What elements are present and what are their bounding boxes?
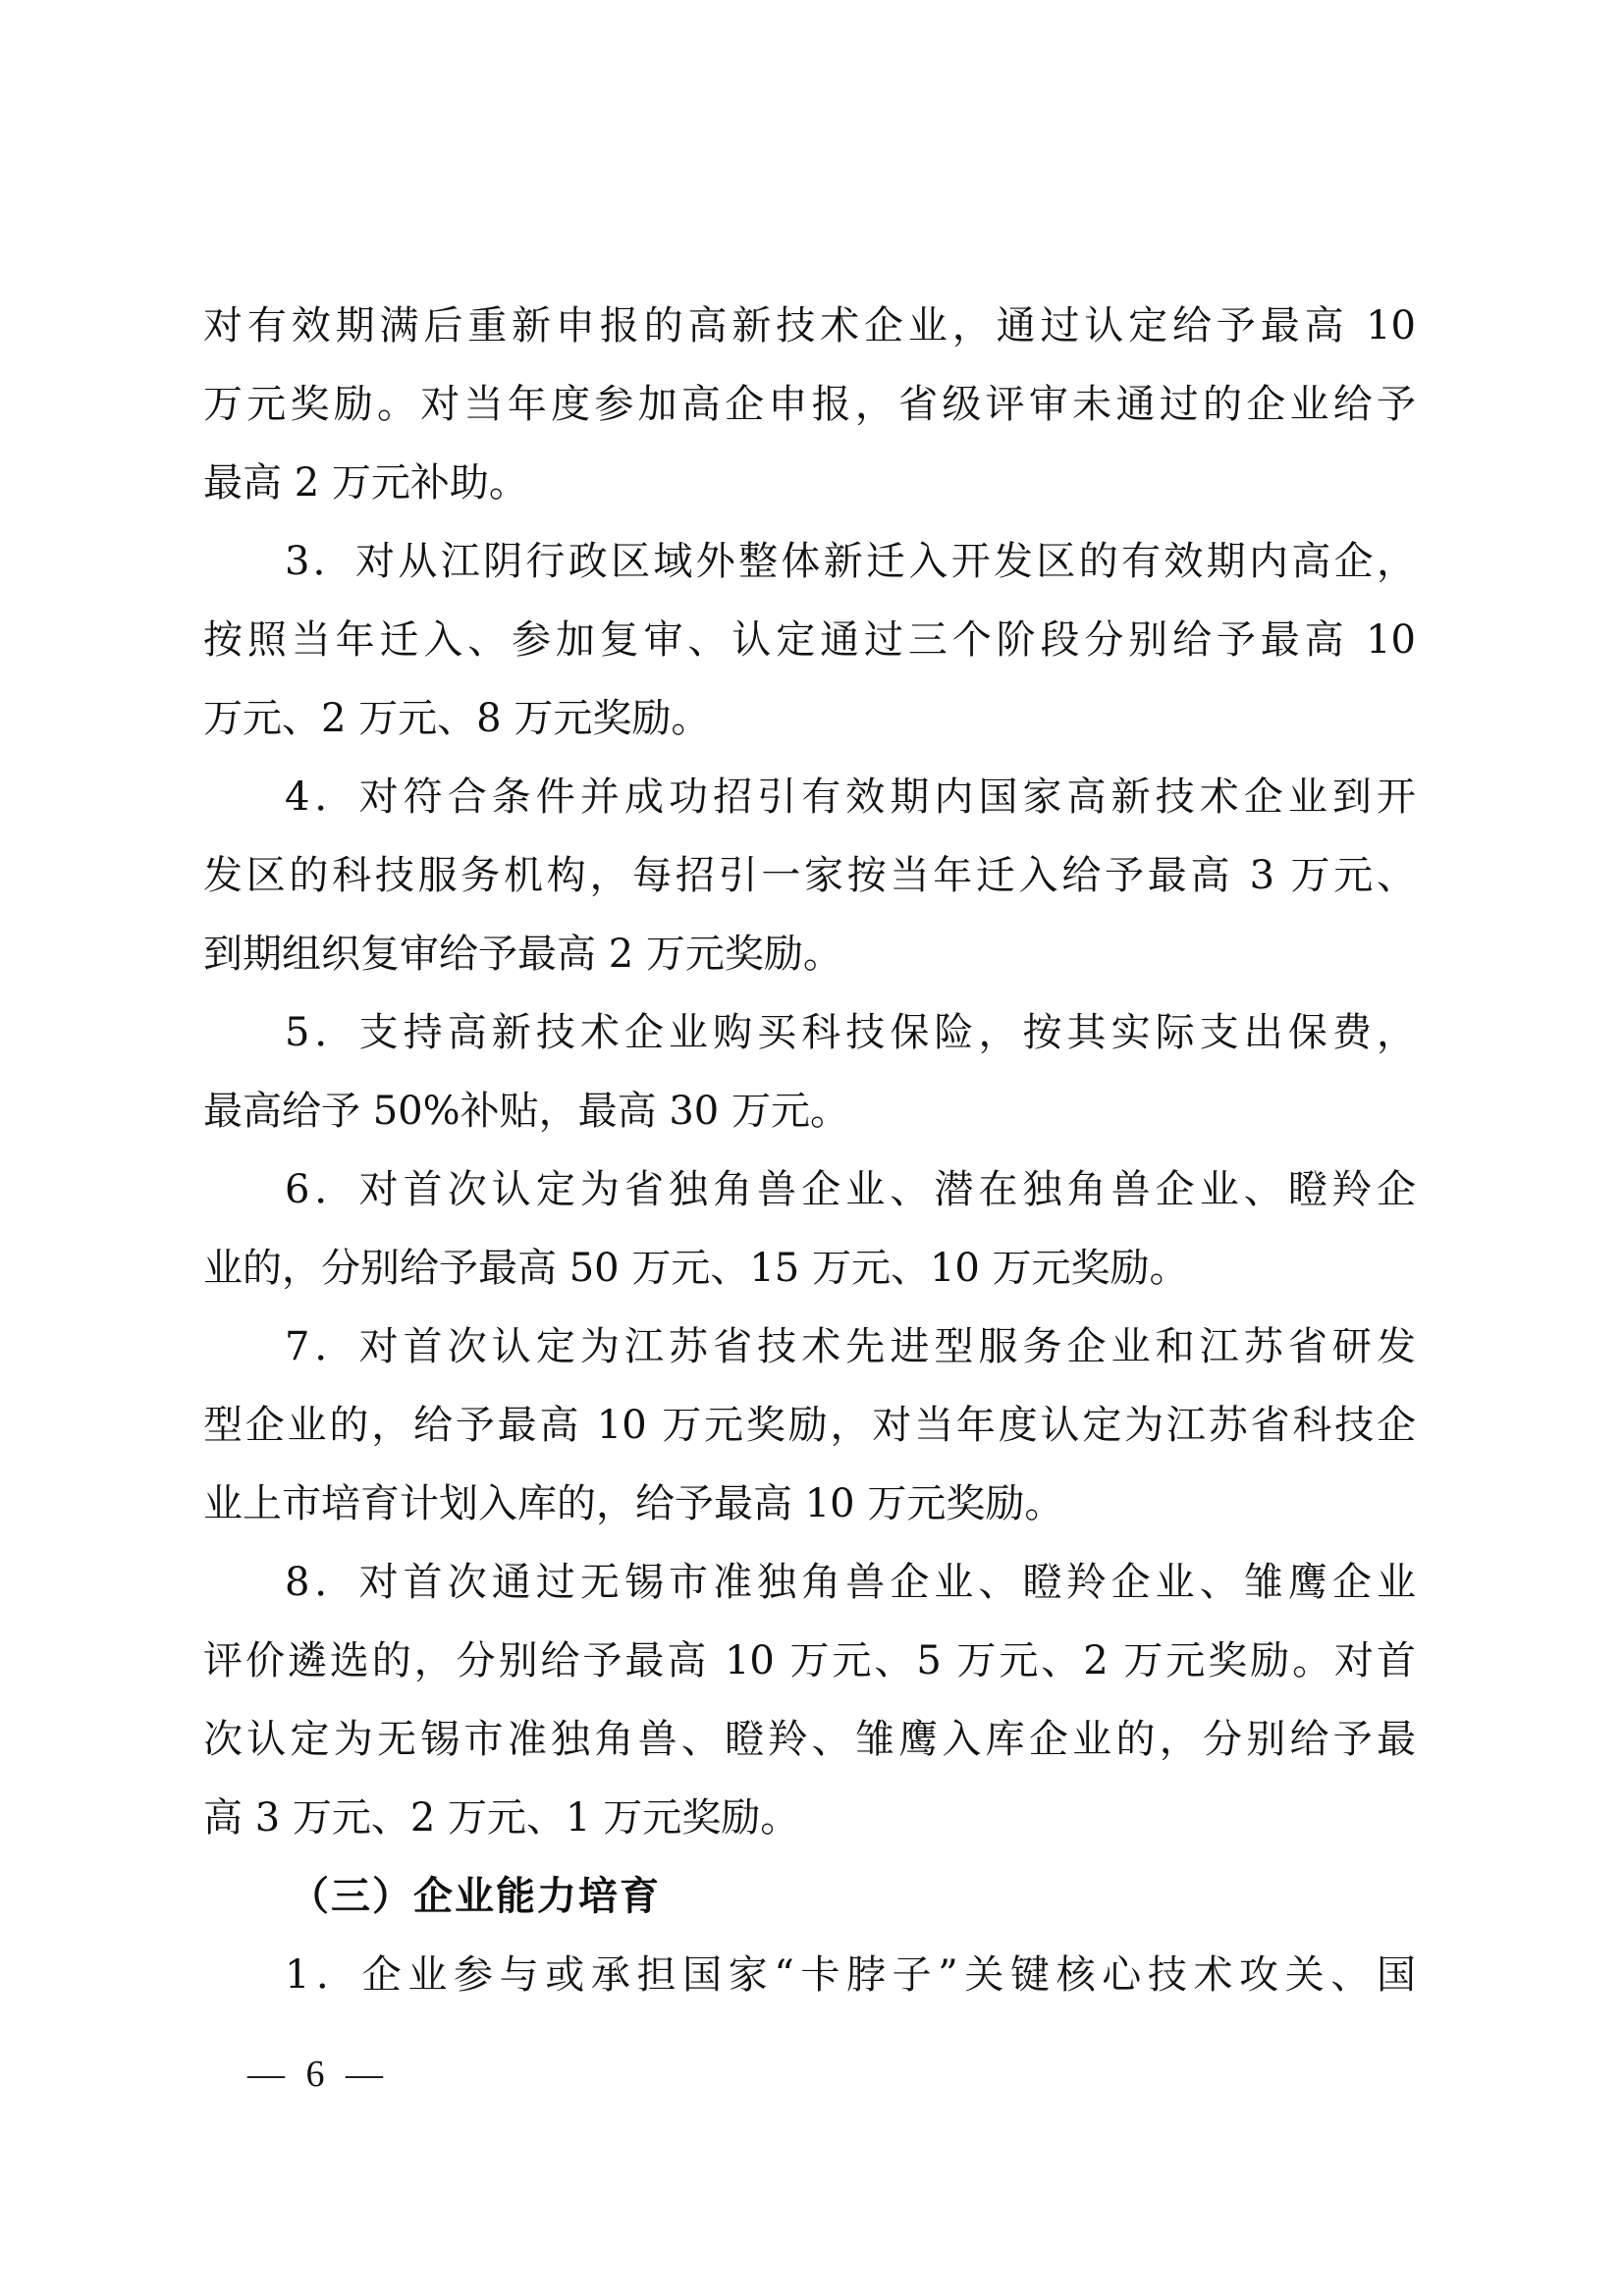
list-item-5-line: 5．支持高新技术企业购买科技保险，按其实际支出保费， (285, 1010, 1416, 1055)
section-item-1-line: 1．企业参与或承担国家“卡脖子”关键核心技术攻关、国 (285, 1952, 1416, 1998)
list-item-3-line: 万元、2 万元、8 万元奖励。 (203, 696, 711, 741)
list-item-3-line: 按照当年迁入、参加复审、认定通过三个阶段分别给予最高 10 (203, 617, 1416, 663)
list-item-7-line: 型企业的，给予最高 10 万元奖励，对当年度认定为江苏省科技企 (203, 1403, 1416, 1448)
section-heading: （三）企业能力培育 (290, 1874, 661, 1919)
list-item-4-line: 到期组织复审给予最高 2 万元奖励。 (203, 932, 842, 977)
list-item-6-line: 6．对首次认定为省独角兽企业、潜在独角兽企业、瞪羚企 (285, 1167, 1416, 1212)
paragraph-line: 最高 2 万元补助。 (203, 460, 528, 506)
list-item-8-line: 8．对首次通过无锡市准独角兽企业、瞪羚企业、雏鹰企业 (285, 1560, 1416, 1605)
list-item-3-line: 3．对从江阴行政区域外整体新迁入开发区的有效期内高企， (285, 539, 1416, 584)
list-item-4-line: 4．对符合条件并成功招引有效期内国家高新技术企业到开 (285, 774, 1416, 820)
list-item-8-line: 高 3 万元、2 万元、1 万元奖励。 (203, 1795, 800, 1841)
list-item-7-line: 7．对首次认定为江苏省技术先进型服务企业和江苏省研发 (285, 1324, 1416, 1369)
list-item-6-line: 业的，分别给予最高 50 万元、15 万元、10 万元奖励。 (203, 1246, 1189, 1291)
list-item-5-line: 最高给予 50%补贴，最高 30 万元。 (203, 1089, 849, 1134)
list-item-7-line: 业上市培育计划入库的，给予最高 10 万元奖励。 (203, 1481, 1064, 1526)
page-number: — 6 — (247, 2054, 389, 2095)
list-item-8-line: 评价遴选的，分别给予最高 10 万元、5 万元、2 万元奖励。对首 (203, 1638, 1416, 1683)
paragraph-line: 万元奖励。对当年度参加高企申报，省级评审未通过的企业给予 (203, 382, 1416, 427)
paragraph-line: 对有效期满后重新申报的高新技术企业，通过认定给予最高 10 (203, 303, 1416, 348)
list-item-8-line: 次认定为无锡市准独角兽、瞪羚、雏鹰入库企业的，分别给予最 (203, 1717, 1416, 1762)
list-item-4-line: 发区的科技服务机构，每招引一家按当年迁入给予最高 3 万元、 (203, 853, 1416, 898)
